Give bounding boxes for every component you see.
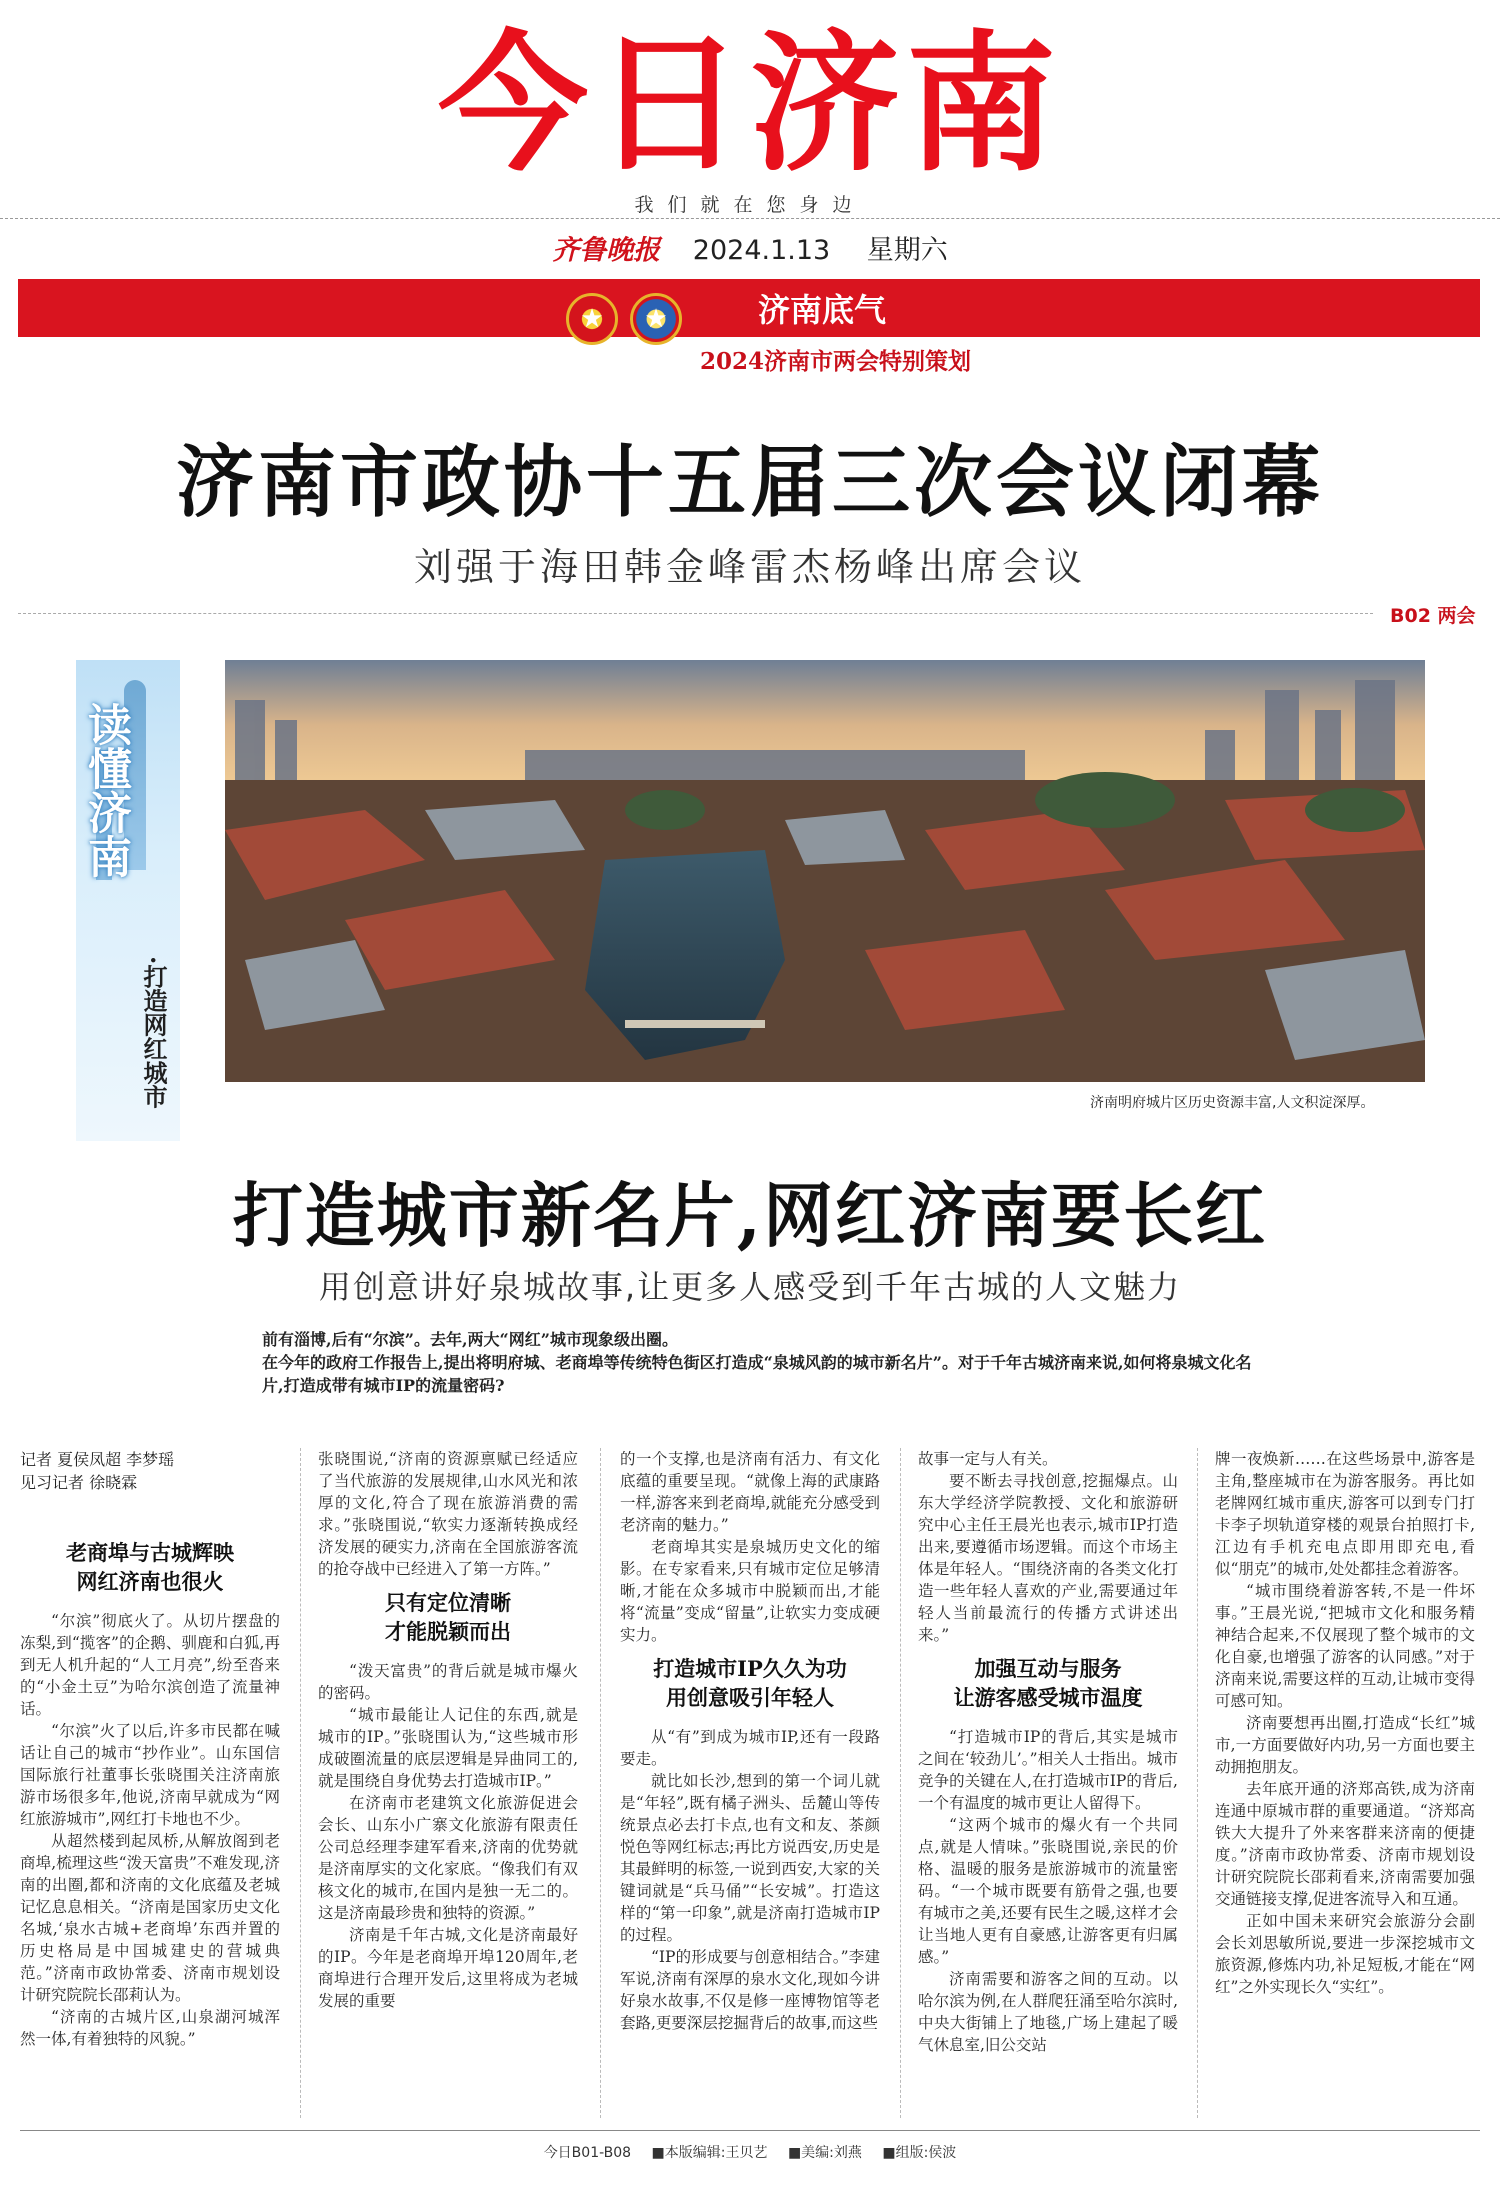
masthead-slogan: 我们就在您身边	[634, 194, 866, 216]
feature-lead	[262, 1328, 1262, 1397]
article-column-3	[620, 1448, 880, 2120]
top-divider	[0, 218, 1500, 219]
dateline	[0, 228, 1500, 267]
lead-paragraph: 在今年的政府工作报告上,提出将明府城、老商埠等传统特色街区打造成“泉城风韵的城市新名片”。对于千年古城济南来说,如何将泉城文化名片,打造成带有城市IP的流量密码?	[262, 1353, 1252, 1395]
body-paragraph: 故事一定与人有关。	[918, 1450, 1058, 1468]
footer-layout: ■组版:侯波	[882, 2145, 957, 2161]
lead-paragraph: 前有淄博,后有“尔滨”。去年,两大“网红”城市现象级出圈。	[262, 1330, 678, 1349]
body-paragraph: 要不断去寻找创意,挖掘爆点。山东大学经济学院教授、文化和旅游研究中心主任王晨光也表示,城市IP打造出来,要遵循市场逻辑。而这个市场主体是年轻人。“围绕济南的各类文化打造一些年轻人喜欢的产业,需要通过年轻人当前最流行的传播方式讲述出来。”	[918, 1472, 1178, 1644]
body-paragraph: 去年底开通的济郑高铁,成为济南连通中原城市群的重要通道。“济郑高铁大大提升了外来客群来济南的便捷度。”济南市政协常委、济南市规划设计研究院院长邵莉看来,济南需要加强交通链接支撑,促进客流导入和互通。	[1215, 1780, 1475, 1908]
section-banner-title: 济南底气	[758, 291, 887, 329]
paper-name: 齐鲁晚报	[552, 235, 661, 266]
body-paragraph: “城市最能让人记住的东西,就是城市的IP。”张晓围认为,“这些城市形成破圈流量的底层逻辑是异曲同工的,就是围绕自身优势去打造城市IP。”	[318, 1706, 578, 1790]
sidebar-title: 读懂济南	[80, 702, 131, 878]
section-heading: 打造城市IP久久为功 用创意吸引年轻人	[653, 1656, 847, 1710]
body-paragraph: 济南要想再出圈,打造成“长红”城市,一方面要做好内功,另一方面也要主动拥抱朋友。	[1215, 1714, 1475, 1776]
body-paragraph: 正如中国未来研究会旅游分会副会长刘思敏所说,要进一步深挖城市文旅资源,修炼内功,补足短板,才能在“网红”之外实现长久“实红”。	[1215, 1912, 1475, 1996]
body-paragraph: “尔滨”彻底火了。从切片摆盘的冻梨,到“揽客”的企鹅、驯鹿和白狐,再到无人机升起的“人工月亮”,纷至沓来的“小金土豆”为哈尔滨创造了流量神话。	[20, 1612, 280, 1718]
body-paragraph: 从超然楼到起凤桥,从解放阁到老商埠,梳理这些“泼天富贵”不难发现,济南的出圈,都和济南的文化底蕴及老城记忆息息相关。“济南是国家历史文化名城,‘泉水古城+老商埠’东西并置的历史格局是中国城建史的营城典范。”济南市政协常委、济南市规划设计研究院院长邵莉认为。	[20, 1832, 280, 2004]
body-paragraph: 牌一夜焕新……在这些场景中,游客是主角,整座城市在为游客服务。再比如老牌网红城市重庆,游客可以到专门打卡李子坝轨道穿楼的观景台拍照打卡,江边有手机充电点即用即充电,看似“朋克”的城市,处处都挂念着游客。	[1215, 1450, 1475, 1578]
column-divider	[900, 1448, 901, 2118]
city-panorama-photo	[225, 660, 1425, 1082]
feature-headline: 打造城市新名片,网红济南要长红	[232, 1174, 1268, 1257]
sidebar-subtitle: ·打造网红城市	[139, 956, 168, 1109]
body-paragraph: 济南需要和游客之间的互动。以哈尔滨为例,在人群爬狂涌至哈尔滨时,中央大街铺上了地毯,广场上建起了暖气休息室,旧公交站	[918, 1970, 1178, 2054]
byline-reporters: 记者 夏侯凤超 李梦瑶	[20, 1450, 175, 1469]
top-story-headline: 济南市政协十五届三次会议闭幕	[175, 437, 1324, 528]
article-column-1	[20, 1530, 280, 2120]
article-column-5	[1215, 1448, 1475, 2120]
top-story-subhead: 刘强于海田韩金峰雷杰杨峰出席会议	[413, 545, 1086, 589]
section-banner-subtitle: 2024济南市两会特别策划	[700, 348, 972, 375]
column-divider	[300, 1448, 301, 2118]
body-paragraph: 就比如长沙,想到的第一个词儿就是“年轻”,既有橘子洲头、岳麓山等传统景点必去打卡点,也有文和友、茶颜悦色等网红标志;再比方说西安,历史是其最鲜明的标签,一说到西安,大家的关键词就是“兵马俑”“长安城”。打造这样的“第一印象”,就是济南打造城市IP的过程。	[620, 1772, 880, 1944]
photo-caption: 济南明府城片区历史资源丰富,人文积淀深厚。	[1090, 1095, 1375, 1111]
body-paragraph: “打造城市IP的背后,其实是城市之间在‘较劲儿’。”相关人士指出。城市竞争的关键在人,在打造城市IP的背后,一个有温度的城市更让人留得下。	[918, 1728, 1178, 1812]
column-divider	[1197, 1448, 1198, 2118]
column-divider	[600, 1448, 601, 2118]
body-paragraph: “城市围绕着游客转,不是一件坏事。”王晨光说,“把城市文化和服务精神结合起来,不仅展现了整个城市的文化自豪,也增强了游客的认同感。”对于济南来说,需要这样的互动,让城市变得可感可知。	[1215, 1582, 1475, 1710]
body-paragraph: 在济南市老建筑文化旅游促进会会长、山东小广寨文化旅游有限责任公司总经理李建军看来,济南的优势就是济南厚实的文化家底。“像我们有双核文化的城市,在国内是独一无二的。这是济南最珍贵和独特的资源。”	[318, 1794, 578, 1922]
page-ref[interactable]: B02 两会	[1390, 605, 1476, 627]
body-paragraph: 张晓围说,“济南的资源禀赋已经适应了当代旅游的发展规律,山水风光和浓厚的文化,符合了现在旅游消费的需求。”张晓围说,“软实力逐渐转换成经济发展的硬实力,济南在全国旅游客流的抢夺战中已经进入了第一方阵。”	[318, 1450, 578, 1578]
footer-credits	[0, 2142, 1500, 2162]
masthead-title: 今日济南	[437, 18, 1062, 192]
article-column-4	[918, 1448, 1178, 2120]
byline-intern: 见习记者 徐晓霖	[20, 1473, 138, 1492]
feature-subhead: 用创意讲好泉城故事,让更多人感受到千年古城的人文魅力	[318, 1268, 1182, 1306]
cppcc-emblem-icon: ★	[630, 293, 682, 345]
body-paragraph: 老商埠其实是泉城历史文化的缩影。在专家看来,只有城市定位足够清晰,才能在众多城市中脱颖而出,才能将“流量”变成“留量”,让软实力变成硬实力。	[620, 1538, 880, 1644]
body-paragraph: 的一个支撑,也是济南有活力、有文化底蕴的重要呈现。“就像上海的武康路一样,游客来到老商埠,就能充分感受到老济南的魅力。”	[620, 1450, 880, 1534]
body-paragraph: “这两个城市的爆火有一个共同点,就是人情味。”张晓围说,亲民的价格、温暖的服务是旅游城市的流量密码。“一个城市既要有筋骨之强,也要有城市之美,还要有民生之暖,这样才会让当地人更有自豪感,让游客更有归属感。”	[918, 1816, 1178, 1966]
national-emblem-icon: ★	[566, 293, 618, 345]
issue-weekday: 星期六	[866, 235, 948, 266]
body-paragraph: “济南的古城片区,山泉湖河城浑然一体,有着独特的风貌。”	[20, 2008, 280, 2048]
footer-divider	[20, 2130, 1480, 2131]
footer-pages: 今日B01-B08	[543, 2145, 632, 2161]
footer-editor: ■本版编辑:王贝艺	[651, 2145, 768, 2161]
body-paragraph: “泼天富贵”的背后就是城市爆火的密码。	[318, 1662, 578, 1702]
column-sidebar	[76, 660, 180, 1141]
body-paragraph: 从“有”到成为城市IP,还有一段路要走。	[620, 1728, 880, 1768]
body-paragraph: “IP的形成要与创意相结合。”李建军说,济南有深厚的泉水文化,现如今讲好泉水故事,不仅是修一座博物馆等老套路,更要深层挖掘背后的故事,而这些	[620, 1948, 880, 2032]
page-ref-divider	[18, 613, 1373, 614]
article-column-2	[318, 1448, 578, 2120]
section-heading: 老商埠与古城辉映 网红济南也很火	[66, 1540, 234, 1594]
section-heading: 加强互动与服务 让游客感受城市温度	[953, 1656, 1143, 1710]
section-banner	[18, 279, 1480, 337]
body-paragraph: “尔滨”火了以后,许多市民都在喊话让自己的城市“抄作业”。山东国信国际旅行社董事长张晓围关注济南旅游市场很多年,他说,济南早就成为“网红旅游城市”,网红打卡地也不少。	[20, 1722, 280, 1828]
section-heading: 只有定位清晰 才能脱颖而出	[385, 1590, 511, 1644]
footer-designer: ■美编:刘燕	[787, 2145, 862, 2161]
issue-date: 2024.1.13	[692, 235, 831, 266]
byline	[20, 1448, 282, 1494]
body-paragraph: 济南是千年古城,文化是济南最好的IP。今年是老商埠开埠120周年,老商埠进行合理开发后,这里将成为老城发展的重要	[318, 1926, 578, 2010]
